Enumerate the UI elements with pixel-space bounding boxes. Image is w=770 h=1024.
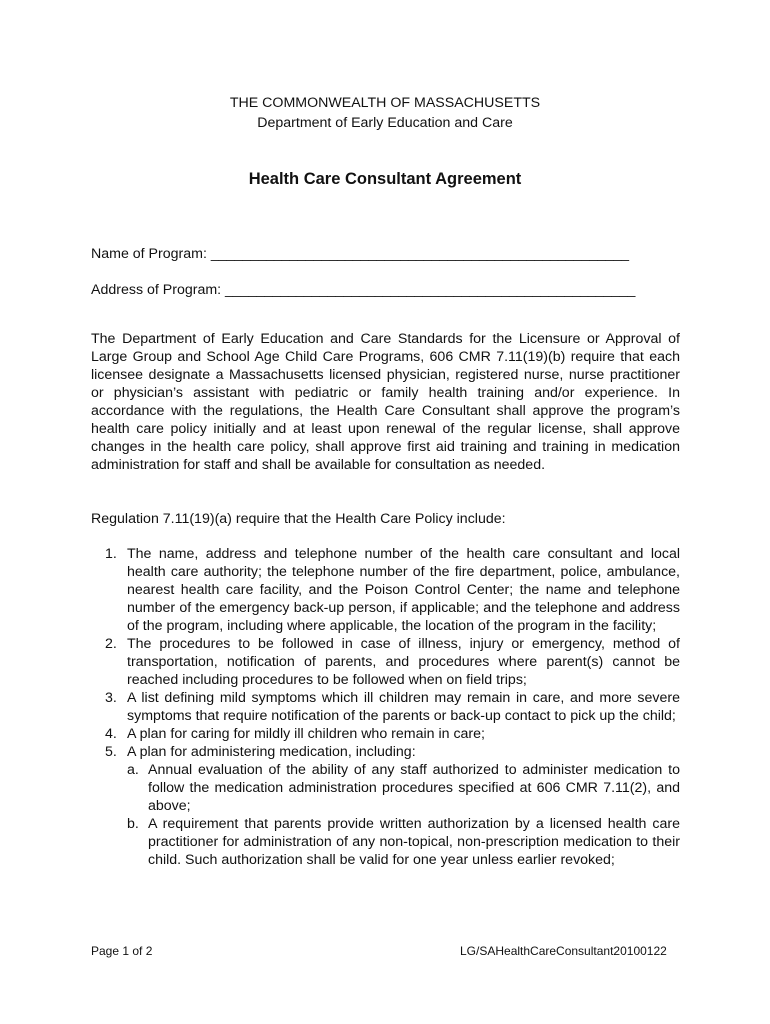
list-item-text: The procedures to be followed in case of illness, injury or emergency, method of transportation, notification of parents, and procedures where parent(s) cannot be reached including procedures to be followed when on field trips; bbox=[127, 636, 680, 688]
list-item bbox=[91, 635, 680, 689]
list-item-text: A plan for caring for mildly ill children who remain in care; bbox=[127, 726, 485, 742]
address-of-program-field[interactable]: Address of Program: ____________________________________________________ bbox=[91, 282, 636, 298]
commonwealth-header: THE COMMONWEALTH OF MASSACHUSETTS bbox=[229, 95, 541, 111]
medication-sublist bbox=[127, 761, 680, 869]
list-item bbox=[91, 689, 680, 725]
list-item-number: 2. bbox=[105, 636, 117, 652]
page-number: Page 1 of 2 bbox=[91, 944, 153, 958]
document-code: LG/SAHealthCareConsultant20100122 bbox=[460, 944, 667, 958]
health-care-policy-list bbox=[91, 545, 680, 869]
department-header: Department of Early Education and Care bbox=[257, 115, 513, 131]
list-item-text: A plan for administering medication, including: bbox=[127, 744, 416, 760]
sublist-item-letter: a. bbox=[127, 762, 139, 778]
sublist-item bbox=[127, 815, 680, 869]
list-item bbox=[91, 725, 680, 743]
sublist-item-text: Annual evaluation of the ability of any staff authorized to administer medication to follow the medication administration procedures specified at 606 CMR 7.11(2), and above; bbox=[148, 762, 680, 814]
list-item bbox=[91, 545, 680, 635]
regulation-intro: Regulation 7.11(19)(a) require that the Health Care Policy include: bbox=[91, 511, 506, 527]
sublist-item bbox=[127, 761, 680, 815]
list-item-number: 4. bbox=[105, 726, 117, 742]
sublist-item-text: A requirement that parents provide written authorization by a licensed health care practitioner for administration of any non-topical, non-prescription medication to their child. Such authorization shall be valid for one year unless earlier revoked; bbox=[148, 816, 680, 868]
sublist-item-letter: b. bbox=[127, 816, 139, 832]
list-item-number: 1. bbox=[105, 546, 117, 562]
intro-paragraph: The Department of Early Education and Care Standards for the Licensure or Approval of Large Group and School Age Child Care Programs, 606 CMR 7.11(19)(b) require that each licensee designate a Massachusetts licensed physician, registered nurse, nurse practitioner or physician’s assistant with pediatric or family health training and/or experience. In accordance with the regulations, the Health Care Consultant shall approve the program’s health care policy initially and at least upon renewal of the regular license, shall approve changes in the health care policy, shall approve first aid training and training in medication administration for staff and shall be available for consultation as needed. bbox=[91, 331, 680, 473]
list-item-number: 5. bbox=[105, 744, 117, 760]
list-item-text: The name, address and telephone number of the health care consultant and local health care authority; the telephone number of the fire department, police, ambulance, nearest health care facility, and the Poison Control Center; the name and telephone number of the emergency back-up person, if applicable; and the telephone and address of the program, including where applicable, the location of the program in the facility; bbox=[127, 546, 680, 634]
name-of-program-field[interactable]: Name of Program: _____________________________________________________ bbox=[91, 246, 630, 262]
list-item-text: A list defining mild symptoms which ill children may remain in care, and more severe symptoms that require notification of the parents or back-up contact to pick up the child; bbox=[127, 690, 680, 724]
list-item-number: 3. bbox=[105, 690, 117, 706]
document-title: Health Care Consultant Agreement bbox=[248, 170, 522, 188]
list-item bbox=[91, 743, 680, 869]
